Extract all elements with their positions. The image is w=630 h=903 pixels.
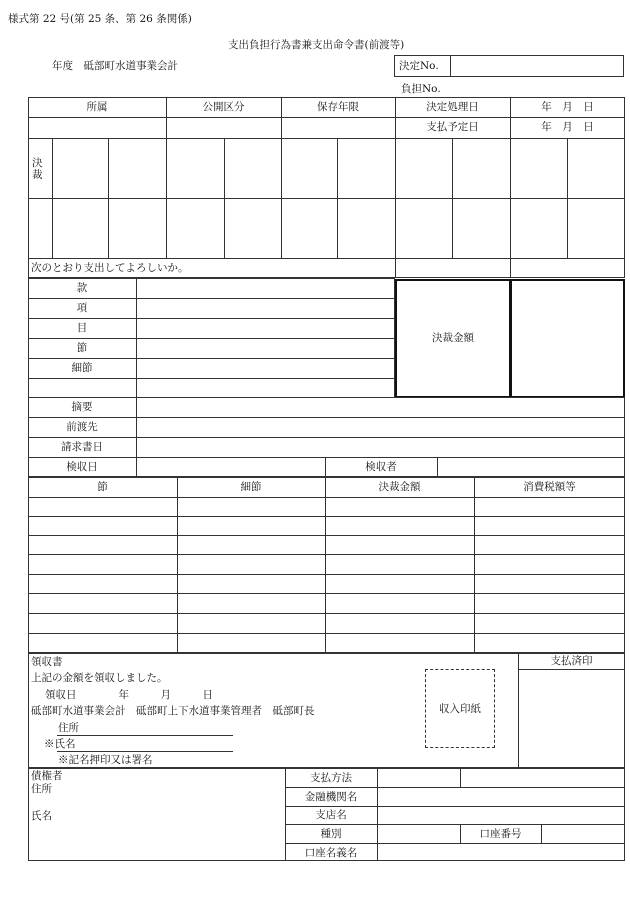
- account-no-label: 口座番号: [479, 828, 522, 840]
- payment-date-value[interactable]: 年 月 日: [541, 121, 594, 133]
- affiliation-header: 所属: [86, 101, 108, 113]
- kou-label: 項: [76, 302, 88, 314]
- form-number: 様式第 22 号(第 25 条、第 26 条関係): [8, 13, 192, 25]
- creditor-address: 住所: [31, 783, 52, 795]
- receipt-title: 領収書: [31, 656, 63, 668]
- summary-label: 摘要: [71, 401, 93, 413]
- creditor-title: 債権者: [31, 770, 63, 782]
- breakdown-header-saisetsu: 細節: [240, 481, 262, 493]
- decision-date-value[interactable]: 年 月 日: [541, 101, 594, 113]
- approval-label: 決 裁: [32, 157, 43, 182]
- receipt-date: 領収日 年 月 日: [45, 689, 213, 701]
- paid-stamp-label: 支払済印: [550, 655, 593, 667]
- burden-no-label: 負担No.: [401, 83, 441, 95]
- receipt-line1: 上記の金額を領収しました。: [31, 672, 168, 684]
- creditor-name: 氏名: [31, 810, 52, 822]
- moku-label: 目: [76, 322, 88, 334]
- payee-label: 前渡先: [66, 421, 98, 433]
- breakdown-table: [28, 477, 625, 653]
- kan-label: 款: [76, 282, 88, 294]
- account-name-label: 口座名義名: [304, 847, 358, 859]
- breakdown-header-setsu: 節: [97, 481, 108, 493]
- bank-label: 金融機関名: [304, 791, 358, 803]
- breakdown-header-tax: 消費税額等: [523, 481, 576, 493]
- fiscal-year-label: 年度 砥部町水道事業会計: [52, 60, 178, 72]
- inspection-date-label: 検収日: [66, 461, 98, 473]
- setsu-label: 節: [76, 342, 88, 354]
- receipt-note: ※記名押印又は署名: [58, 754, 153, 766]
- receipt-name: ※氏名: [44, 738, 76, 750]
- retention-header: 保存年限: [317, 101, 359, 113]
- branch-label: 支店名: [315, 809, 347, 821]
- form-title: 支出負担行為書兼支出命令書(前渡等): [228, 39, 405, 51]
- disclosure-header: 公開区分: [202, 101, 245, 113]
- pay-method-label: 支払方法: [310, 772, 352, 784]
- amount-label: 決裁金額: [432, 332, 474, 344]
- invoice-date-label: 請求書日: [61, 441, 103, 453]
- decision-no-label: 決定No.: [399, 60, 439, 72]
- receipt-address: 住所: [58, 722, 79, 734]
- saisetsu-label: 細節: [71, 362, 93, 374]
- request-text: 次のとおり支出してよろしいか。: [31, 262, 189, 274]
- account-type-label: 種別: [320, 828, 342, 840]
- inspector-label: 検収者: [365, 461, 397, 473]
- decision-date-header: 決定処理日: [426, 101, 479, 113]
- receipt-issuer: 砥部町水道事業会計 砥部町上下水道事業管理者 砥部町長: [31, 705, 315, 717]
- breakdown-header-amount: 決裁金額: [378, 481, 421, 493]
- revenue-stamp-label: 収入印紙: [439, 703, 481, 715]
- payment-date-header: 支払予定日: [426, 121, 479, 133]
- amount-value-box[interactable]: [510, 279, 625, 398]
